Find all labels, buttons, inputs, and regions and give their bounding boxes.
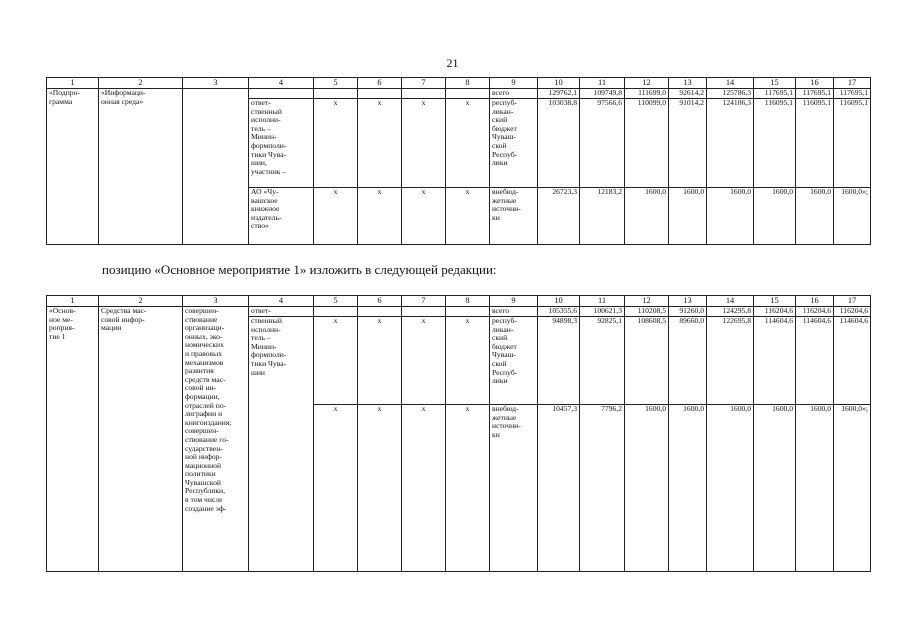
value-cell: 94898,3 bbox=[538, 317, 580, 405]
code-cell: x bbox=[402, 188, 446, 245]
value-cell: 116095,1 bbox=[796, 99, 834, 188]
participant-cell: АО «Чу- вашское книжное издатель- ство» bbox=[249, 188, 314, 245]
column-number-cell: 7 bbox=[402, 78, 446, 89]
value-cell: 1600,0 bbox=[625, 188, 669, 245]
column-number-cell: 13 bbox=[669, 296, 707, 307]
executor-cell: ственный исполни- тель – Минин- формполи- тики Чува- шии bbox=[249, 317, 314, 572]
column-number-cell: 10 bbox=[538, 78, 580, 89]
value-cell: 111699,0 bbox=[625, 89, 669, 99]
value-cell: 91014,2 bbox=[669, 99, 707, 188]
value-cell: 109749,8 bbox=[580, 89, 625, 99]
column-number-cell: 7 bbox=[402, 296, 446, 307]
value-cell: 114604,6 bbox=[834, 317, 871, 405]
value-cell: 116095,1 bbox=[834, 99, 871, 188]
value-cell: 10457,3 bbox=[538, 405, 580, 572]
executor-cell: ответ- ственный исполни- тель – Минин- формполи- тики Чува- шии, участник – bbox=[249, 99, 314, 188]
executor-cell bbox=[249, 89, 314, 99]
value-cell: 1600,0 bbox=[754, 188, 796, 245]
column-number-cell: 17 bbox=[834, 78, 871, 89]
value-cell: 129762,1 bbox=[538, 89, 580, 99]
name-cell: «Подпро- грамма bbox=[47, 89, 99, 245]
code-cell: x bbox=[446, 188, 490, 245]
value-cell: 116204,6 bbox=[796, 307, 834, 317]
value-cell: 1600,0 bbox=[754, 405, 796, 572]
code-cell: x bbox=[358, 99, 402, 188]
column-number-cell: 12 bbox=[625, 78, 669, 89]
value-cell: 1600,0 bbox=[707, 188, 754, 245]
code-cell: x bbox=[314, 405, 358, 572]
column-number-cell: 12 bbox=[625, 296, 669, 307]
value-cell: 1600,0»; bbox=[834, 405, 871, 572]
value-cell: 26723,3 bbox=[538, 188, 580, 245]
page-number: 21 bbox=[446, 56, 459, 70]
table-subprogram-body bbox=[47, 78, 871, 245]
header-row bbox=[47, 296, 871, 307]
table-row bbox=[47, 89, 871, 99]
name-cell: «Основ- ное ме- роприя- тие 1 bbox=[47, 307, 99, 572]
column-number-cell: 5 bbox=[314, 296, 358, 307]
column-number-cell: 9 bbox=[490, 296, 538, 307]
value-cell: 1600,0»; bbox=[834, 188, 871, 245]
value-cell: 91260,0 bbox=[669, 307, 707, 317]
value-cell: 110099,0 bbox=[625, 99, 669, 188]
column-number-cell: 6 bbox=[358, 296, 402, 307]
empty-cell bbox=[314, 307, 358, 317]
column-number-cell: 10 bbox=[538, 296, 580, 307]
funding-source-cell: респуб- ликан- ский бюджет Чуваш- ской Респуб- лики bbox=[490, 317, 538, 405]
column-number-cell: 3 bbox=[183, 78, 249, 89]
column-number-cell: 2 bbox=[99, 296, 183, 307]
column-number-cell: 15 bbox=[754, 296, 796, 307]
column-number-cell: 8 bbox=[446, 296, 490, 307]
value-cell: 116204,6 bbox=[834, 307, 871, 317]
column-number-cell: 4 bbox=[249, 78, 314, 89]
column-number-cell: 9 bbox=[490, 78, 538, 89]
column-number-cell: 3 bbox=[183, 296, 249, 307]
value-cell: 117695,1 bbox=[834, 89, 871, 99]
empty-cell bbox=[402, 307, 446, 317]
code-cell: x bbox=[402, 99, 446, 188]
value-cell: 114604,6 bbox=[796, 317, 834, 405]
column-number-cell: 2 bbox=[99, 78, 183, 89]
funding-source-cell: всего bbox=[490, 307, 538, 317]
value-cell: 108608,5 bbox=[625, 317, 669, 405]
column-number-cell: 14 bbox=[707, 296, 754, 307]
empty-cell bbox=[358, 307, 402, 317]
value-cell: 92825,1 bbox=[580, 317, 625, 405]
header-row bbox=[47, 78, 871, 89]
value-cell: 1600,0 bbox=[796, 405, 834, 572]
value-cell: 116204,6 bbox=[754, 307, 796, 317]
empty-cell bbox=[402, 89, 446, 99]
code-cell: x bbox=[446, 99, 490, 188]
value-cell: 100621,3 bbox=[580, 307, 625, 317]
value-cell: 116095,1 bbox=[754, 99, 796, 188]
code-cell: x bbox=[446, 405, 490, 572]
code-cell: x bbox=[314, 317, 358, 405]
column-number-cell: 13 bbox=[669, 78, 707, 89]
value-cell: 1600,0 bbox=[707, 405, 754, 572]
amendment-text: позицию «Основное мероприятие 1» изложить в следующей редакции: bbox=[102, 262, 497, 277]
code-cell: x bbox=[314, 99, 358, 188]
column-number-cell: 15 bbox=[754, 78, 796, 89]
table-row bbox=[47, 307, 871, 317]
empty-cell bbox=[358, 89, 402, 99]
value-cell: 114604,6 bbox=[754, 317, 796, 405]
column-number-cell: 17 bbox=[834, 296, 871, 307]
value-cell: 97566,6 bbox=[580, 99, 625, 188]
value-cell: 122695,8 bbox=[707, 317, 754, 405]
column-number-cell: 11 bbox=[580, 296, 625, 307]
value-cell: 110208,5 bbox=[625, 307, 669, 317]
column-number-cell: 1 bbox=[47, 296, 99, 307]
table-main-activity bbox=[46, 295, 871, 572]
table-subprogram bbox=[46, 77, 871, 245]
value-cell: 1600,0 bbox=[796, 188, 834, 245]
value-cell: 89660,0 bbox=[669, 317, 707, 405]
funding-source-cell: всего bbox=[490, 89, 538, 99]
executor-cell: ответ- bbox=[249, 307, 314, 317]
value-cell: 105355,6 bbox=[538, 307, 580, 317]
title-cell: Средства мас- совой инфор- мации bbox=[99, 307, 183, 572]
column-number-cell: 14 bbox=[707, 78, 754, 89]
column-number-cell: 1 bbox=[47, 78, 99, 89]
description-cell: совершен- ствование организаци- онных, эко- номических и правовых механизмов развития средств мас- совой ин- формации, отраслей по- лиграфии и книгоиздания; совершен- ствование го- сударствен- ной инфор- мационной политики Чувашской Республики, в том числе создание эф- bbox=[183, 307, 249, 572]
code-cell: x bbox=[402, 317, 446, 405]
column-number-cell: 5 bbox=[314, 78, 358, 89]
empty-cell bbox=[314, 89, 358, 99]
value-cell: 12183,2 bbox=[580, 188, 625, 245]
funding-source-cell: внебюд- жетные источни- ки bbox=[490, 188, 538, 245]
code-cell: x bbox=[358, 317, 402, 405]
value-cell: 1600,0 bbox=[625, 405, 669, 572]
empty-cell bbox=[446, 89, 490, 99]
value-cell: 92614,2 bbox=[669, 89, 707, 99]
value-cell: 7796,2 bbox=[580, 405, 625, 572]
value-cell: 1600,0 bbox=[669, 405, 707, 572]
empty-cell bbox=[446, 307, 490, 317]
value-cell: 124295,8 bbox=[707, 307, 754, 317]
column-number-cell: 4 bbox=[249, 296, 314, 307]
value-cell: 117695,1 bbox=[796, 89, 834, 99]
funding-source-cell: внебюд- жетные источни- ки bbox=[490, 405, 538, 572]
table-main-activity-body bbox=[47, 296, 871, 572]
column-number-cell: 16 bbox=[796, 296, 834, 307]
code-cell: x bbox=[446, 317, 490, 405]
value-cell: 103038,8 bbox=[538, 99, 580, 188]
title-cell: «Информаци- онная среда» bbox=[99, 89, 183, 245]
code-cell: x bbox=[358, 405, 402, 572]
value-cell: 124186,3 bbox=[707, 99, 754, 188]
column-number-cell: 8 bbox=[446, 78, 490, 89]
column-number-cell: 16 bbox=[796, 78, 834, 89]
description-cell bbox=[183, 89, 249, 245]
code-cell: x bbox=[314, 188, 358, 245]
value-cell: 1600,0 bbox=[669, 188, 707, 245]
code-cell: x bbox=[402, 405, 446, 572]
column-number-cell: 6 bbox=[358, 78, 402, 89]
column-number-cell: 11 bbox=[580, 78, 625, 89]
value-cell: 117695,1 bbox=[754, 89, 796, 99]
code-cell: x bbox=[358, 188, 402, 245]
funding-source-cell: респуб- ликан- ский бюджет Чуваш- ской Респуб- лики bbox=[490, 99, 538, 188]
value-cell: 125786,3 bbox=[707, 89, 754, 99]
